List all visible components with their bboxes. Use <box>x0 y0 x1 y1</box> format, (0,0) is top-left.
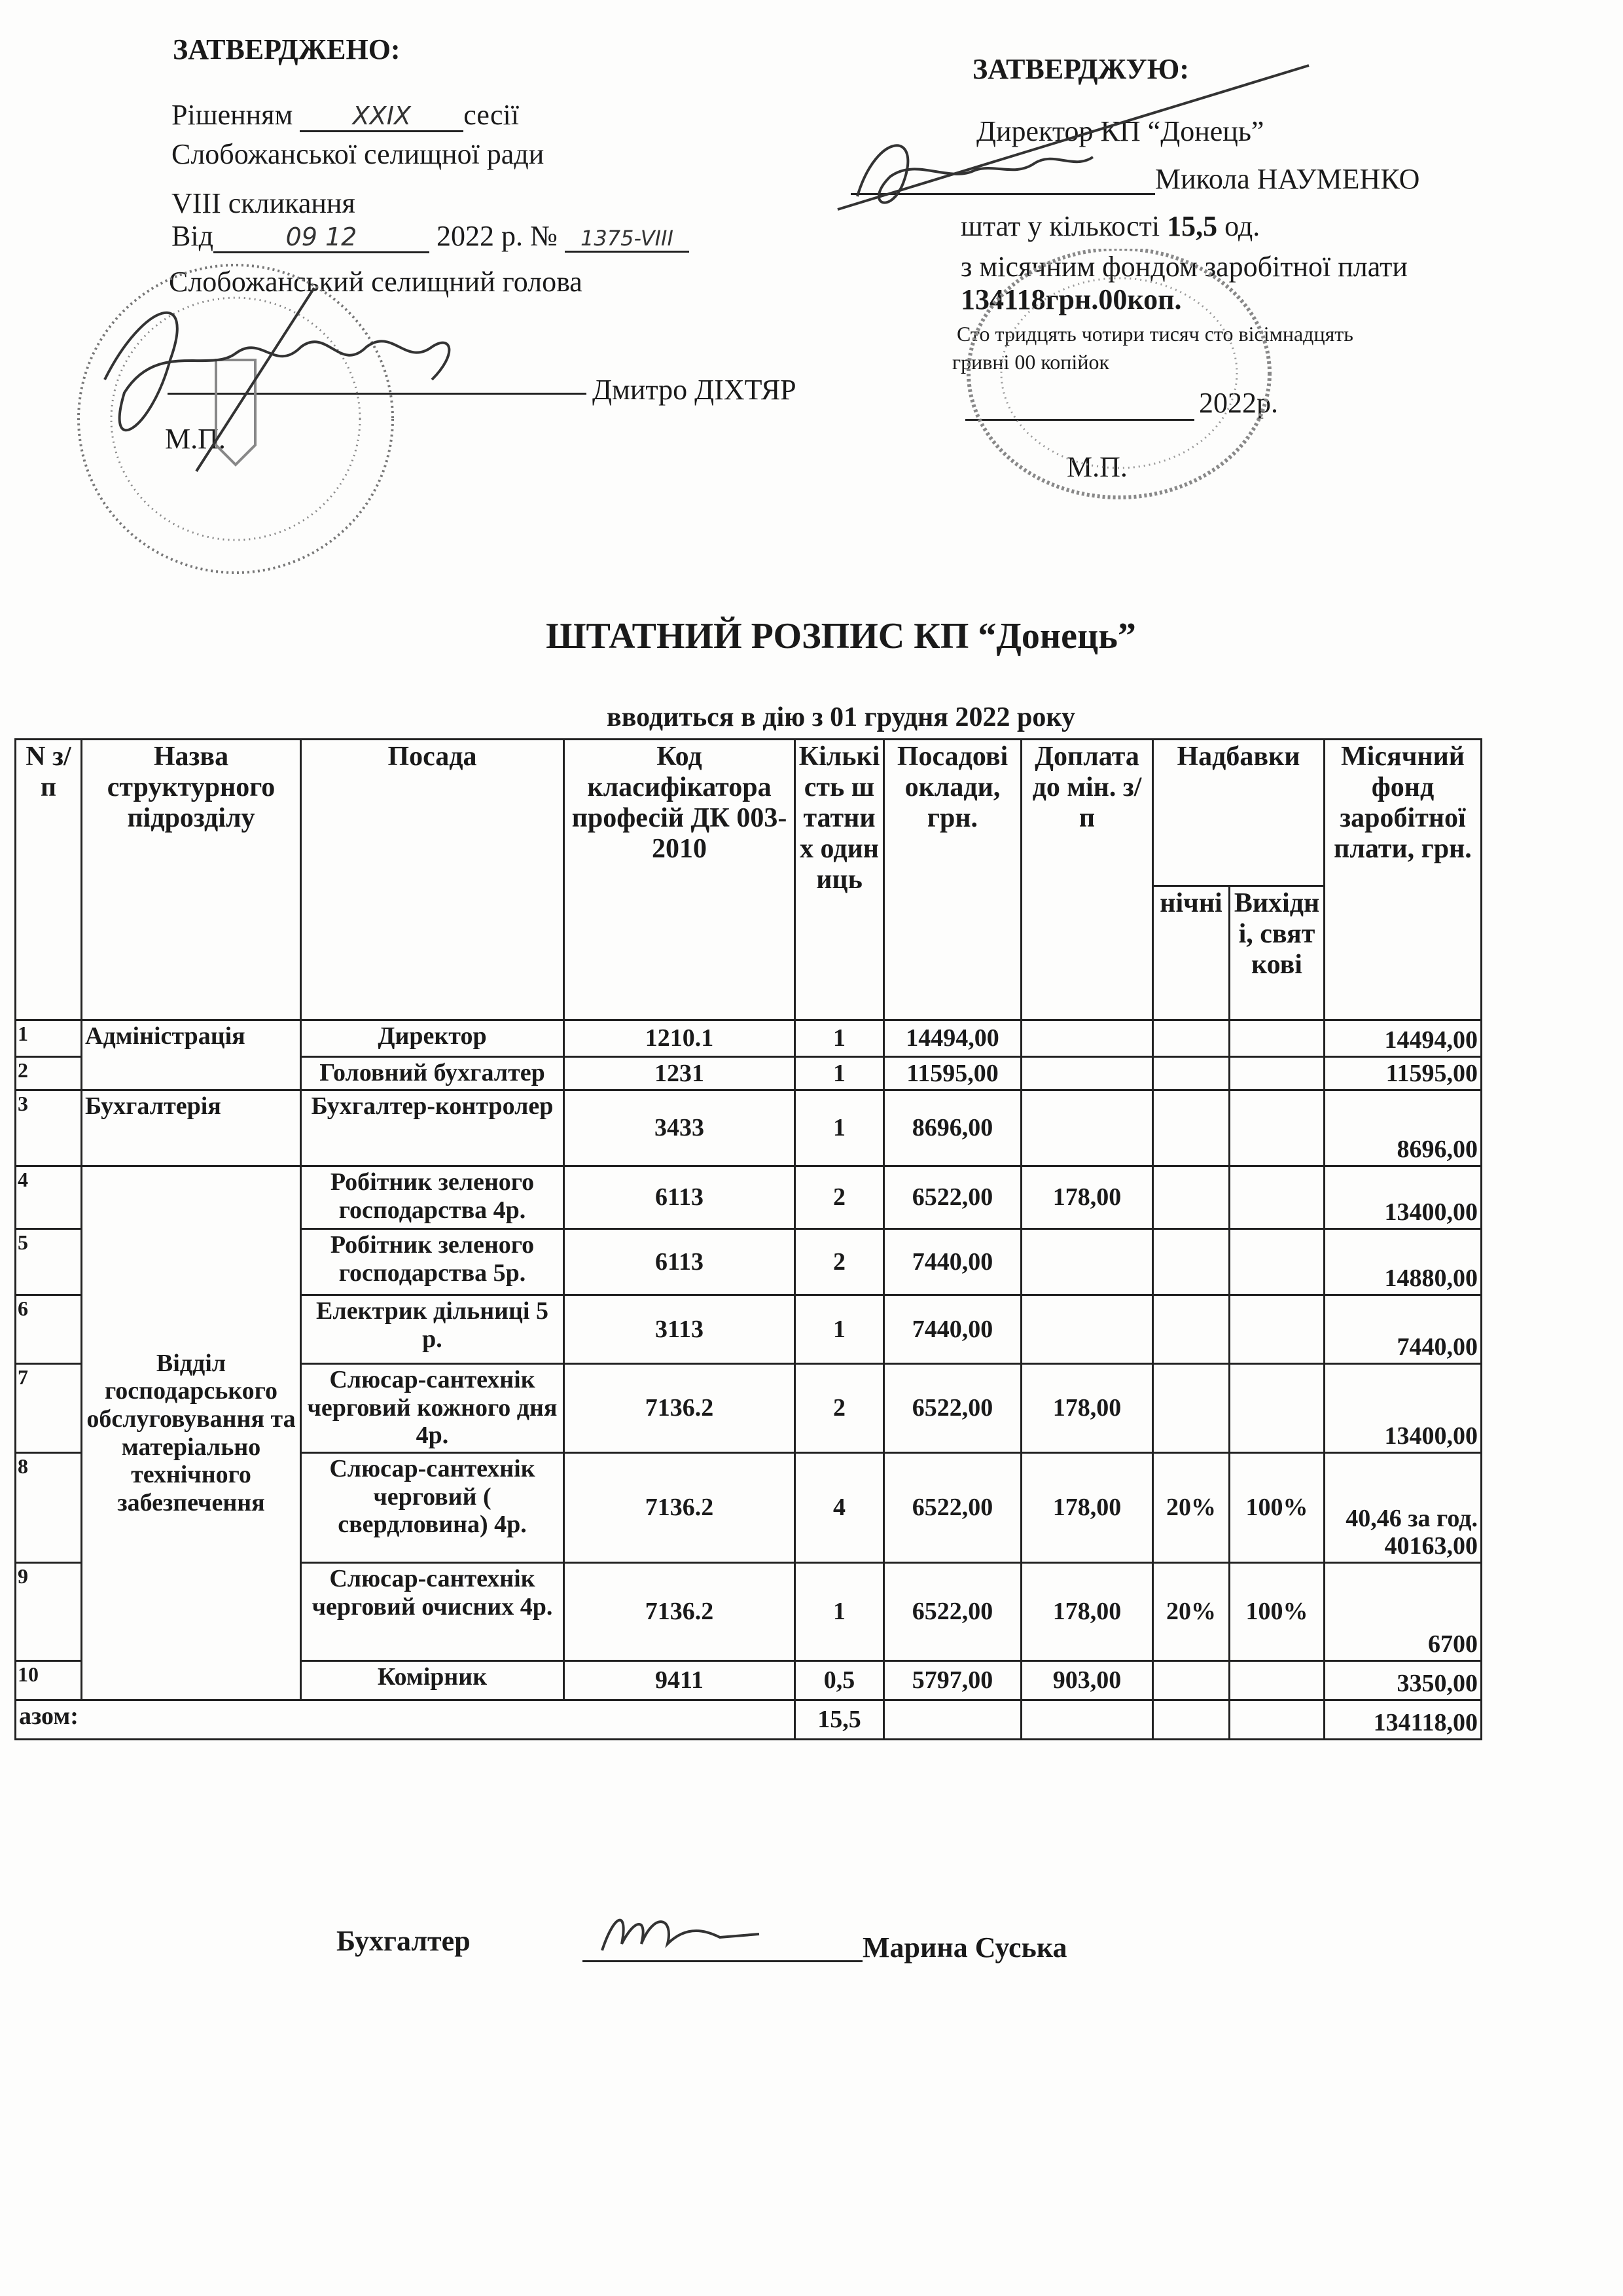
director-signature-icon <box>818 52 1342 236</box>
night-allowance <box>1153 1295 1230 1364</box>
monthly-fund: 14880,00 <box>1325 1229 1482 1295</box>
min-wage-supplement: 178,00 <box>1022 1166 1153 1229</box>
row-number: 5 <box>16 1229 82 1295</box>
profession-code: 6113 <box>564 1166 795 1229</box>
holiday-allowance <box>1230 1364 1325 1453</box>
row-number: 7 <box>16 1364 82 1453</box>
staff-units: 1 <box>795 1020 884 1057</box>
header-holiday: Вихідні, святкові <box>1230 886 1325 1020</box>
table-row <box>16 1090 1482 1166</box>
header-count: Кількість штатних одиниць <box>795 740 884 1020</box>
min-wage-supplement <box>1022 1295 1153 1364</box>
header-allowances: Надбавки <box>1153 740 1325 886</box>
holiday-allowance: 100% <box>1230 1563 1325 1661</box>
monthly-fund: 3350,00 <box>1325 1661 1482 1700</box>
monthly-fund: 13400,00 <box>1325 1166 1482 1229</box>
base-salary: 7440,00 <box>884 1295 1022 1364</box>
position-name: Бухгалтер-контролер <box>301 1090 564 1166</box>
profession-code: 6113 <box>564 1229 795 1295</box>
session-handwritten: XXIX <box>300 101 463 132</box>
monthly-fund: 40,46 за год. 40163,00 <box>1325 1453 1482 1563</box>
total-staff-units: 15,5 <box>795 1700 884 1740</box>
accountant-signature-icon <box>589 1898 785 1964</box>
fund-line: з місячним фондом заробітної плати <box>961 251 1408 283</box>
position-name: Комірник <box>301 1661 564 1700</box>
convocation: VIII скликання <box>171 187 355 219</box>
min-wage-supplement: 178,00 <box>1022 1563 1153 1661</box>
council-name: Слобожанської селищної ради <box>171 138 544 170</box>
staff-units: 2 <box>795 1229 884 1295</box>
fund-words-2: гривні 00 копійок <box>952 350 1109 374</box>
accountant-name: Марина Суська <box>863 1931 1067 1964</box>
year-right: 2022р. <box>1199 387 1278 419</box>
decision-number-handwritten: 1375-VIII <box>565 226 689 253</box>
stamp-mark-right: М.П. <box>1067 451 1128 483</box>
total-fund: 134118,00 <box>1325 1700 1482 1740</box>
staff-units: 4 <box>795 1453 884 1563</box>
holiday-allowance: 100% <box>1230 1453 1325 1563</box>
row-number: 9 <box>16 1563 82 1661</box>
header-position: Посада <box>301 740 564 1020</box>
accountant-role: Бухгалтер <box>336 1925 471 1957</box>
staff-units: 2 <box>795 1166 884 1229</box>
head-signature-icon <box>65 262 524 491</box>
profession-code: 1231 <box>564 1057 795 1090</box>
date-prefix: Від <box>171 220 213 252</box>
header-code: Код класифікатора професій ДК 003-2010 <box>564 740 795 1020</box>
min-wage-supplement: 903,00 <box>1022 1661 1153 1700</box>
min-wage-supplement <box>1022 1020 1153 1057</box>
row-number: 10 <box>16 1661 82 1700</box>
header-row <box>16 740 1482 886</box>
holiday-allowance <box>1230 1295 1325 1364</box>
table-row <box>16 1020 1482 1057</box>
profession-code: 3113 <box>564 1295 795 1364</box>
position-name: Робітник зеленого господарства 5р. <box>301 1229 564 1295</box>
header-night: нічні <box>1153 886 1230 1020</box>
min-wage-supplement <box>1022 1090 1153 1166</box>
table-row <box>16 1166 1482 1229</box>
department-name: Бухгалтерія <box>82 1090 301 1166</box>
monthly-fund: 6700 <box>1325 1563 1482 1661</box>
profession-code: 1210.1 <box>564 1020 795 1057</box>
stamp-mark-left: М.П. <box>165 423 226 455</box>
fund-amount: 134118грн.00коп. <box>961 283 1182 315</box>
holiday-allowance <box>1230 1661 1325 1700</box>
empty-cell <box>1022 1700 1153 1740</box>
header-num: N з/п <box>16 740 82 1020</box>
head-title: Слобожанський селищний голова <box>169 266 582 298</box>
document-title: ШТАТНИЙ РОЗПИС КП “Донець” <box>546 616 1136 656</box>
profession-code: 7136.2 <box>564 1364 795 1453</box>
profession-code: 3433 <box>564 1090 795 1166</box>
night-allowance <box>1153 1020 1230 1057</box>
position-name: Слюсар-сантехнік черговий кожного дня 4р. <box>301 1364 564 1453</box>
header-fund: Місячний фонд заробітної плати, грн. <box>1325 740 1482 1020</box>
position-name: Головний бухгалтер <box>301 1057 564 1090</box>
base-salary: 11595,00 <box>884 1057 1022 1090</box>
min-wage-supplement: 178,00 <box>1022 1453 1153 1563</box>
row-number: 2 <box>16 1057 82 1090</box>
min-wage-supplement: 178,00 <box>1022 1364 1153 1453</box>
base-salary: 5797,00 <box>884 1661 1022 1700</box>
holiday-allowance <box>1230 1166 1325 1229</box>
base-salary: 6522,00 <box>884 1166 1022 1229</box>
empty-cell <box>1230 1700 1325 1740</box>
director-name: Микола НАУМЕНКО <box>1155 163 1420 195</box>
monthly-fund: 8696,00 <box>1325 1090 1482 1166</box>
row-number: 1 <box>16 1020 82 1057</box>
night-allowance <box>1153 1229 1230 1295</box>
holiday-allowance <box>1230 1020 1325 1057</box>
base-salary: 6522,00 <box>884 1563 1022 1661</box>
row-number: 3 <box>16 1090 82 1166</box>
fund-words-1: Сто тридцять чотири тисяч сто вісімнадцять <box>957 322 1353 346</box>
monthly-fund: 7440,00 <box>1325 1295 1482 1364</box>
document-subtitle: вводиться в дію з 01 грудня 2022 року <box>607 702 1075 732</box>
department-name: Відділ господарського обслуговування та матеріально технічного забезпечення <box>82 1166 301 1700</box>
approve-heading: ЗАТВЕРДЖУЮ: <box>972 53 1189 85</box>
decision-prefix: Рішенням <box>171 99 293 131</box>
year-number-label: 2022 р. № <box>436 220 558 252</box>
director-position: Директор КП “Донець” <box>976 115 1264 147</box>
holiday-allowance <box>1230 1057 1325 1090</box>
header-department: Назва структурного підрозділу <box>82 740 301 1020</box>
night-allowance <box>1153 1661 1230 1700</box>
staff-units: 1 <box>795 1090 884 1166</box>
department-name: Адміністрація <box>82 1020 301 1090</box>
staff-count: 15,5 <box>1167 210 1218 242</box>
decision-line <box>171 98 519 132</box>
position-name: Слюсар-сантехнік черговий очисних 4р. <box>301 1563 564 1661</box>
staff-schedule-table <box>14 738 1482 1740</box>
row-number: 6 <box>16 1295 82 1364</box>
header-supplement: Доплата до мін. з/п <box>1022 740 1153 1020</box>
total-label: азом: <box>16 1700 795 1740</box>
staff-units: 1 <box>795 1563 884 1661</box>
empty-cell <box>1153 1700 1230 1740</box>
monthly-fund: 11595,00 <box>1325 1057 1482 1090</box>
base-salary: 6522,00 <box>884 1364 1022 1453</box>
position-name: Директор <box>301 1020 564 1057</box>
position-name: Електрик дільниці 5 р. <box>301 1295 564 1364</box>
holiday-allowance <box>1230 1229 1325 1295</box>
staff-units: 1 <box>795 1057 884 1090</box>
min-wage-supplement <box>1022 1057 1153 1090</box>
decision-suffix: сесії <box>463 99 519 131</box>
base-salary: 8696,00 <box>884 1090 1022 1166</box>
profession-code: 7136.2 <box>564 1563 795 1661</box>
staff-units: 1 <box>795 1295 884 1364</box>
row-number: 8 <box>16 1453 82 1563</box>
total-row <box>16 1700 1482 1740</box>
night-allowance <box>1153 1364 1230 1453</box>
staff-units: 2 <box>795 1364 884 1453</box>
profession-code: 9411 <box>564 1661 795 1700</box>
position-name: Робітник зеленого господарства 4р. <box>301 1166 564 1229</box>
staff-units: 0,5 <box>795 1661 884 1700</box>
profession-code: 7136.2 <box>564 1453 795 1563</box>
approved-heading: ЗАТВЕРДЖЕНО: <box>173 33 401 65</box>
row-number: 4 <box>16 1166 82 1229</box>
header-salary: Посадові оклади, грн. <box>884 740 1022 1020</box>
date-handwritten: 09 12 <box>213 223 429 253</box>
staff-suffix: од. <box>1224 210 1260 242</box>
staff-prefix: штат у кількості <box>961 210 1160 242</box>
night-allowance <box>1153 1166 1230 1229</box>
night-allowance: 20% <box>1153 1453 1230 1563</box>
monthly-fund: 14494,00 <box>1325 1020 1482 1057</box>
monthly-fund: 13400,00 <box>1325 1364 1482 1453</box>
min-wage-supplement <box>1022 1229 1153 1295</box>
position-name: Слюсар-сантехнік черговий ( свердловина) 4р. <box>301 1453 564 1563</box>
night-allowance: 20% <box>1153 1563 1230 1661</box>
empty-cell <box>884 1700 1022 1740</box>
holiday-allowance <box>1230 1090 1325 1166</box>
company-stamp-icon <box>936 249 1276 511</box>
base-salary: 7440,00 <box>884 1229 1022 1295</box>
base-salary: 6522,00 <box>884 1453 1022 1563</box>
night-allowance <box>1153 1057 1230 1090</box>
night-allowance <box>1153 1090 1230 1166</box>
head-name: Дмитро ДІХТЯР <box>592 374 796 406</box>
base-salary: 14494,00 <box>884 1020 1022 1057</box>
